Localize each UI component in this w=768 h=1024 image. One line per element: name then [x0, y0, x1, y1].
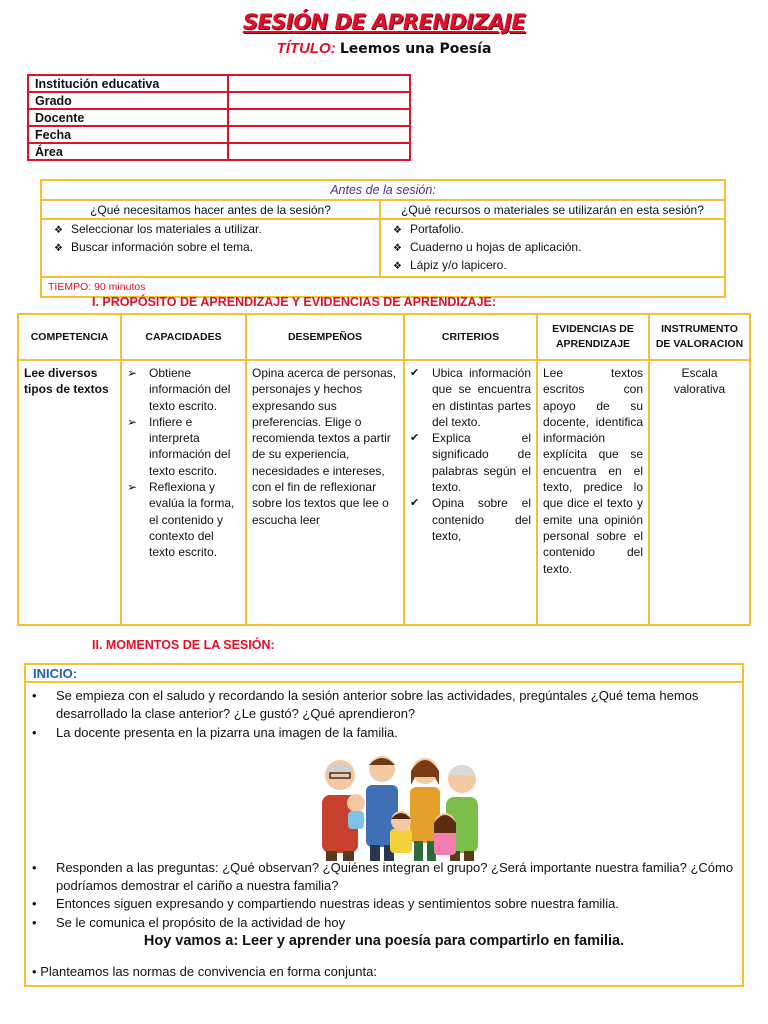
- antes-table: [40, 179, 726, 298]
- info-value[interactable]: [228, 143, 410, 160]
- list-item-text: Responden a las preguntas: ¿Qué observan? ¿Quiénes integran el grupo? ¿Será importante nuestra familia? ¿Cómo podríamos demostrar el cariño a nuestra familia?: [56, 860, 734, 893]
- info-value[interactable]: [228, 109, 410, 126]
- info-row: [28, 126, 410, 143]
- session-title: [0, 40, 768, 57]
- criterio-item: ✔ Opina sobre el contenido del texto,: [410, 495, 531, 544]
- info-value[interactable]: [228, 75, 410, 92]
- info-label: Grado: [28, 92, 228, 109]
- list-item: ❖ Cuaderno u hojas de aplicación.: [393, 239, 718, 257]
- info-row: [28, 143, 410, 160]
- list-item: [32, 895, 738, 913]
- list-item: [32, 687, 738, 722]
- titulo-label: TÍTULO:: [276, 40, 336, 57]
- column-header: COMPETENCIA: [18, 314, 121, 360]
- section-heading-momentos: II. MOMENTOS DE LA SESIÓN:: [92, 638, 275, 652]
- titulo-value: Leemos una Poesía: [339, 41, 492, 57]
- document-title: SESIÓN DE APRENDIZAJE: [242, 10, 526, 34]
- inicio-label: INICIO:: [26, 665, 742, 683]
- info-row: [28, 109, 410, 126]
- info-label: Docente: [28, 109, 228, 126]
- column-header: EVIDENCIAS DE APRENDIZAJE: [537, 314, 649, 360]
- antes-question-right: ¿Qué recursos o materiales se utilizarán en esta sesión?: [380, 200, 725, 219]
- momentos-box: [24, 663, 744, 987]
- list-item-text: Entonces siguen expresando y compartiendo nuestras ideas y sentimientos sobre nuestra familia.: [56, 896, 619, 911]
- list-item-text: Planteamos las normas de convivencia en forma conjunta:: [40, 964, 377, 979]
- bullet-icon: •: [32, 915, 37, 930]
- column-header: CAPACIDADES: [121, 314, 246, 360]
- proposito-table: [17, 313, 751, 626]
- capacidades-cell: [121, 360, 246, 625]
- antes-question-left: ¿Qué necesitamos hacer antes de la sesión?: [41, 200, 380, 219]
- instrumento-cell: Escala valorativa: [649, 360, 750, 625]
- capacidad-item: ➢ Reflexiona y evalúa la forma, el contenido y contexto del texto escrito.: [127, 479, 240, 560]
- list-item-text: La docente presenta en la pizarra una imagen de la familia.: [56, 725, 398, 740]
- list-item: ❖ Portafolio.: [393, 221, 718, 239]
- tiempo-label: TIEMPO: 90 minutos: [41, 277, 725, 297]
- column-header: INSTRUMENTO DE VALORACION: [649, 314, 750, 360]
- bullet-icon: •: [32, 725, 37, 740]
- list-item: ❖ Buscar información sobre el tema.: [54, 239, 373, 257]
- competencia-cell: Lee diversos tipos de textos: [18, 360, 121, 625]
- session-purpose: Hoy vamos a: Leer y aprender una poesía para compartirlo en familia.: [143, 933, 625, 949]
- list-item: [32, 859, 738, 894]
- criterio-item: ✔ Ubica información que se encuentra en distintas partes del texto.: [410, 365, 531, 430]
- info-label: Institución educativa: [28, 75, 228, 92]
- info-table: [27, 74, 411, 161]
- evidencias-cell: Lee textos escritos con apoyo de su docente, identifica información explícita que se encuentra en el texto, predice lo que dice el texto y emite una opinión personal sobre el contenido del texto.: [537, 360, 649, 625]
- list-item: [32, 914, 738, 932]
- column-header: DESEMPEÑOS: [246, 314, 404, 360]
- list-item-text: Se le comunica el propósito de la actividad de hoy: [56, 915, 346, 930]
- family-illustration: [318, 745, 482, 863]
- list-item: [32, 963, 738, 981]
- info-row: [28, 75, 410, 92]
- list-item: ❖ Lápiz y/o lapicero.: [393, 257, 718, 275]
- info-row: [28, 92, 410, 109]
- bullet-icon: •: [32, 964, 37, 979]
- bullet-icon: •: [32, 860, 37, 875]
- column-header: CRITERIOS: [404, 314, 537, 360]
- capacidad-item: ➢ Obtiene información del texto escrito.: [127, 365, 240, 414]
- list-item: ❖ Seleccionar los materiales a utilizar.: [54, 221, 373, 239]
- criterios-cell: [404, 360, 537, 625]
- antes-left-cell: [41, 219, 380, 277]
- antes-right-cell: [380, 219, 725, 277]
- antes-heading: Antes de la sesión:: [41, 180, 725, 200]
- bullet-icon: •: [32, 896, 37, 911]
- info-label: Área: [28, 143, 228, 160]
- capacidad-item: ➢ Infiere e interpreta información del texto escrito.: [127, 414, 240, 479]
- criterio-item: ✔ Explica el significado de palabras según el texto.: [410, 430, 531, 495]
- info-value[interactable]: [228, 126, 410, 143]
- info-label: Fecha: [28, 126, 228, 143]
- bullet-icon: •: [32, 688, 37, 703]
- list-item: [32, 724, 738, 742]
- section-heading-proposito: I. PROPÓSITO DE APRENDIZAJE Y EVIDENCIAS DE APRENDIZAJE:: [92, 295, 497, 309]
- desempenos-cell: Opina acerca de personas, personajes y hechos expresando sus preferencias. Elige o recomienda textos a partir de su experiencia, necesidades e intereses, con el fin de reflexionar sobre los textos que lee o escucha leer: [246, 360, 404, 625]
- list-item-text: Se empieza con el saludo y recordando la sesión anterior sobre las actividades, pregúntales ¿Qué tema hemos desarrollado la clase anterior? ¿Le gustó? ¿Qué aprendieron?: [56, 688, 699, 721]
- info-value[interactable]: [228, 92, 410, 109]
